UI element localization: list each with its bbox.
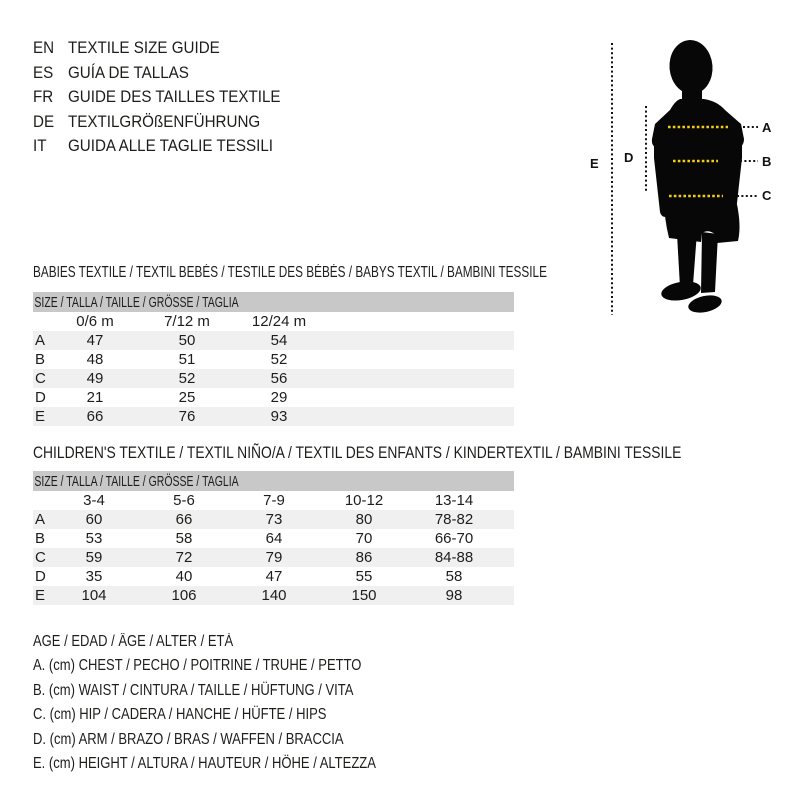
size-value: 25 bbox=[178, 389, 196, 406]
children-table-body bbox=[33, 510, 514, 605]
table-row-c bbox=[33, 548, 514, 567]
size-value: 64 bbox=[265, 530, 283, 547]
table-row-c bbox=[33, 369, 514, 388]
height-label: E bbox=[590, 156, 599, 171]
size-value: 53 bbox=[85, 530, 103, 547]
table-row-a bbox=[33, 510, 514, 529]
legend-age: AGE / EDAD / ÂGE / ALTER / ETÀ bbox=[33, 633, 234, 650]
size-value: 47 bbox=[86, 332, 104, 349]
table-row-d bbox=[33, 388, 514, 407]
column-header: 5-6 bbox=[173, 492, 195, 509]
row-label: A bbox=[35, 511, 46, 528]
language-row bbox=[33, 134, 281, 159]
row-label: D bbox=[35, 568, 46, 585]
language-guide-title: TEXTILE SIZE GUIDE bbox=[67, 39, 220, 57]
legend-hip: C. (cm) HIP / CADERA / HANCHE / HÜFTE / HIPS bbox=[33, 706, 327, 724]
language-title-list bbox=[33, 36, 302, 159]
size-value: 55 bbox=[355, 568, 373, 585]
babies-size-header-bar bbox=[33, 292, 514, 312]
hip-label: C bbox=[762, 188, 772, 203]
language-guide-title: GUÍA DE TALLAS bbox=[67, 63, 189, 82]
table-row-a bbox=[33, 331, 514, 350]
row-label: E bbox=[35, 408, 46, 425]
size-value: 48 bbox=[86, 351, 104, 368]
row-label: B bbox=[35, 530, 46, 547]
children-size-header-text: SIZE / TALLA / TAILLE / GRÖSSE / TAGLIA bbox=[34, 472, 239, 490]
table-row-d bbox=[33, 567, 514, 586]
language-code: FR bbox=[33, 88, 54, 107]
language-row bbox=[33, 85, 281, 110]
size-value: 56 bbox=[270, 370, 288, 387]
size-value: 80 bbox=[355, 511, 373, 528]
babies-size-header-text: SIZE / TALLA / TAILLE / GRÖSSE / TAGLIA bbox=[34, 293, 239, 311]
table-row-e bbox=[33, 407, 514, 426]
column-header: 12/24 m bbox=[251, 313, 307, 330]
chest-label: A bbox=[762, 120, 772, 135]
arm-label: D bbox=[624, 150, 634, 165]
column-header: 7/12 m bbox=[164, 313, 210, 330]
size-value: 72 bbox=[175, 549, 193, 566]
babies-column-headers bbox=[33, 312, 514, 331]
row-label: E bbox=[35, 587, 46, 604]
column-header: 7-9 bbox=[263, 492, 285, 509]
size-value: 84-88 bbox=[434, 549, 474, 566]
child-silhouette-figure bbox=[580, 28, 790, 328]
size-value: 60 bbox=[85, 511, 103, 528]
row-label: C bbox=[35, 370, 46, 387]
size-value: 49 bbox=[86, 370, 104, 387]
size-value: 66 bbox=[86, 408, 104, 425]
table-row-e bbox=[33, 586, 514, 605]
size-value: 50 bbox=[178, 332, 196, 349]
size-value: 40 bbox=[175, 568, 193, 585]
size-value: 86 bbox=[355, 549, 373, 566]
language-code: IT bbox=[33, 137, 47, 156]
size-value: 51 bbox=[178, 351, 196, 368]
size-value: 70 bbox=[355, 530, 373, 547]
table-row-b bbox=[33, 350, 514, 369]
children-section-title: CHILDREN'S TEXTILE / TEXTIL NIÑO/A / TEXTIL DES ENFANTS / KINDERTEXTIL / BAMBINI TESSILE bbox=[33, 444, 682, 462]
children-column-headers bbox=[33, 491, 514, 510]
size-value: 52 bbox=[178, 370, 196, 387]
language-row bbox=[33, 61, 281, 86]
size-value: 106 bbox=[171, 587, 197, 604]
language-guide-title: GUIDE DES TAILLES TEXTILE bbox=[67, 88, 281, 107]
size-value: 58 bbox=[445, 568, 463, 585]
language-guide-title: GUIDA ALLE TAGLIE TESSILI bbox=[67, 137, 273, 156]
size-value: 76 bbox=[178, 408, 196, 425]
language-guide-title: TEXTILGRÖßENFÜHRUNG bbox=[67, 112, 261, 131]
babies-table-body bbox=[33, 331, 514, 426]
measurement-legend bbox=[33, 630, 441, 776]
size-value: 93 bbox=[270, 408, 288, 425]
size-value: 21 bbox=[86, 389, 104, 406]
size-value: 150 bbox=[351, 587, 377, 604]
legend-height: E. (cm) HEIGHT / ALTURA / HAUTEUR / HÖHE / ALTEZZA bbox=[33, 755, 376, 773]
column-header: 3-4 bbox=[83, 492, 105, 509]
legend-arm: D. (cm) ARM / BRAZO / BRAS / WAFFEN / BRACCIA bbox=[33, 730, 344, 748]
language-row bbox=[33, 36, 281, 61]
size-value: 47 bbox=[265, 568, 283, 585]
size-value: 66-70 bbox=[434, 530, 474, 547]
size-value: 104 bbox=[81, 587, 107, 604]
waist-label: B bbox=[762, 154, 772, 169]
babies-section-title: BABIES TEXTILE / TEXTIL BEBÉS / TESTILE DES BÉBÉS / BABYS TEXTIL / BAMBINI TESSILE bbox=[33, 264, 547, 281]
size-value: 73 bbox=[265, 511, 283, 528]
row-label: A bbox=[35, 332, 46, 349]
size-value: 58 bbox=[175, 530, 193, 547]
size-value: 59 bbox=[85, 549, 103, 566]
legend-waist: B. (cm) WAIST / CINTURA / TAILLE / HÜFTUNG / VITA bbox=[33, 681, 354, 699]
language-code: EN bbox=[33, 39, 55, 57]
size-value: 98 bbox=[445, 587, 463, 604]
language-row bbox=[33, 110, 281, 135]
language-code: ES bbox=[33, 63, 54, 82]
size-value: 140 bbox=[261, 587, 287, 604]
child-silhouette bbox=[652, 38, 744, 315]
table-row-b bbox=[33, 529, 514, 548]
column-header: 0/6 m bbox=[76, 313, 114, 330]
row-label: B bbox=[35, 351, 46, 368]
row-label: C bbox=[35, 549, 46, 566]
children-size-table bbox=[33, 471, 514, 605]
size-value: 29 bbox=[270, 389, 288, 406]
babies-size-table bbox=[33, 292, 514, 426]
column-header: 10-12 bbox=[344, 492, 384, 509]
size-value: 35 bbox=[85, 568, 103, 585]
size-value: 52 bbox=[270, 351, 288, 368]
size-value: 66 bbox=[175, 511, 193, 528]
row-label: D bbox=[35, 389, 46, 406]
language-code: DE bbox=[33, 112, 55, 131]
legend-chest: A. (cm) CHEST / PECHO / POITRINE / TRUHE / PETTO bbox=[33, 657, 362, 675]
children-size-header-bar bbox=[33, 471, 514, 491]
size-value: 79 bbox=[265, 549, 283, 566]
column-header: 13-14 bbox=[434, 492, 474, 509]
size-value: 54 bbox=[270, 332, 288, 349]
measurement-diagram bbox=[580, 28, 790, 328]
size-value: 78-82 bbox=[434, 511, 474, 528]
